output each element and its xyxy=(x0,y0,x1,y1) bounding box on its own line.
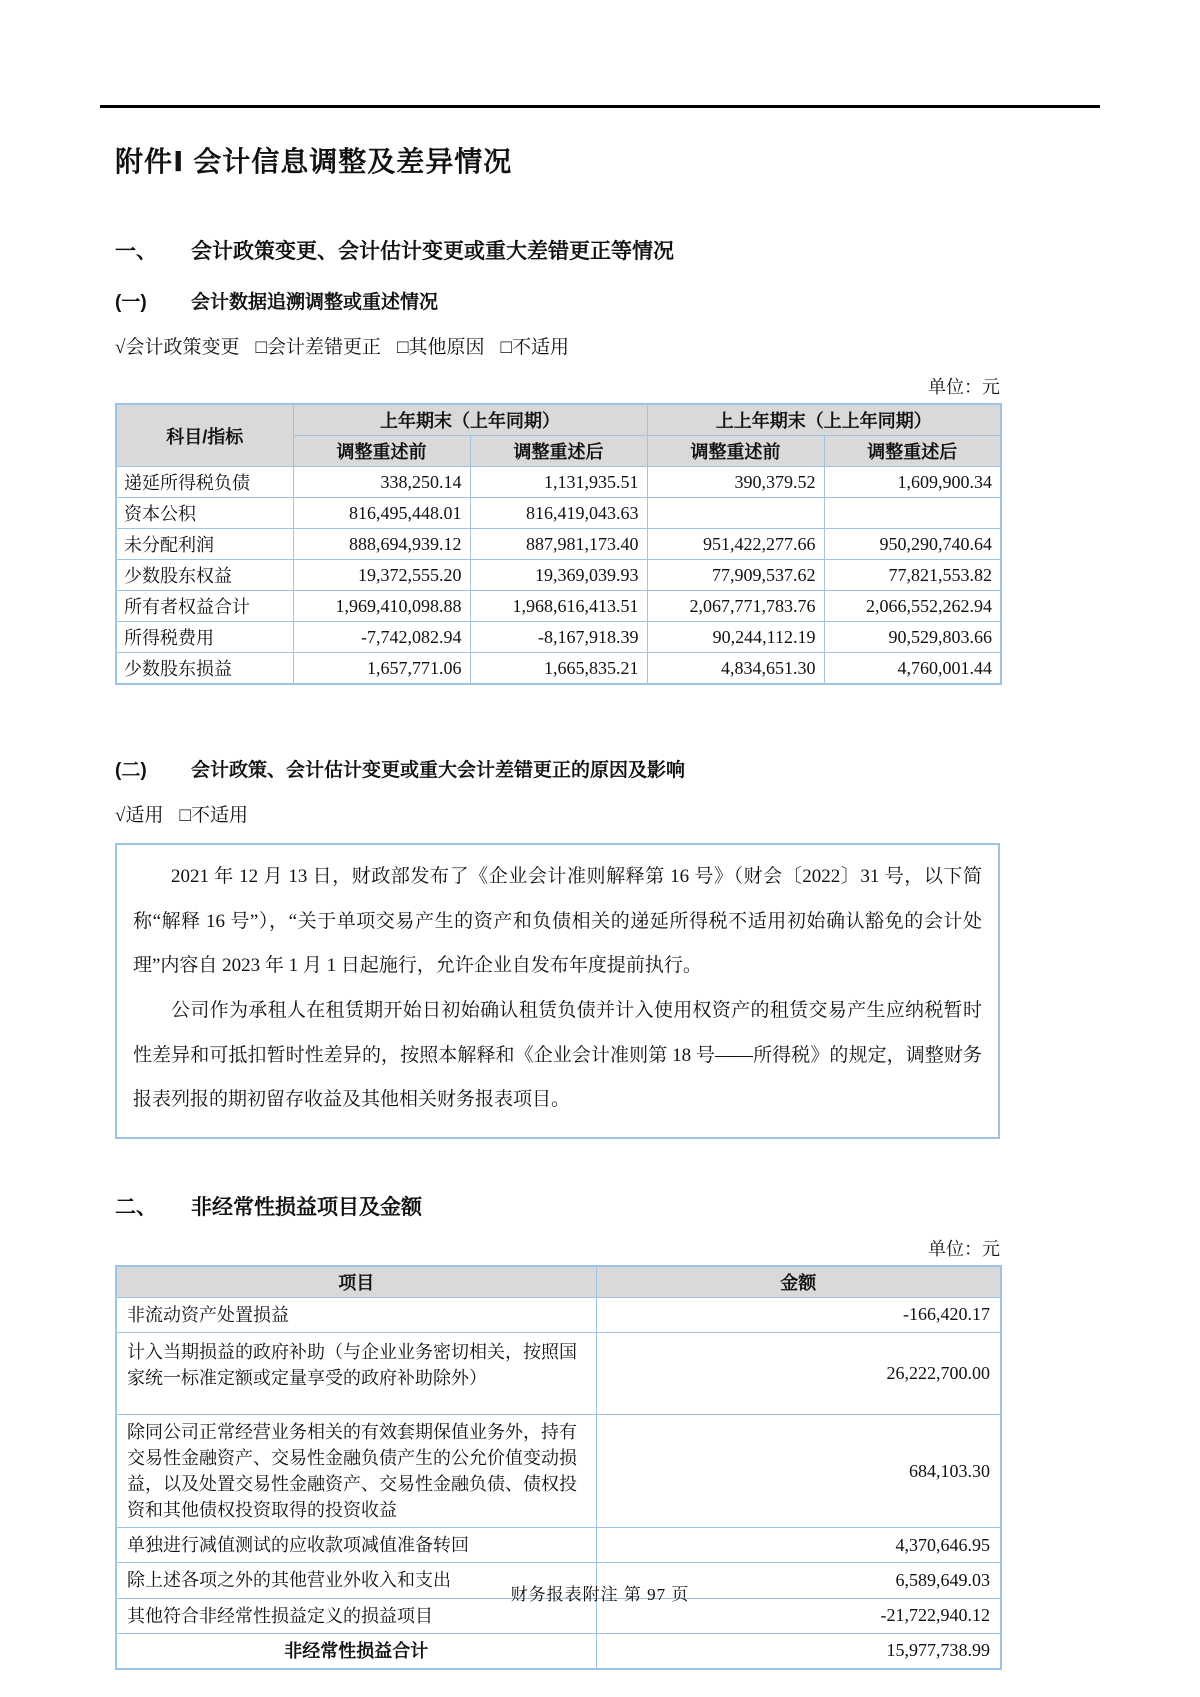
item-amount: -166,420.17 xyxy=(596,1297,1001,1332)
row-value: 1,131,935.51 xyxy=(470,467,647,498)
total-label: 非经常性损益合计 xyxy=(116,1633,596,1669)
row-value: 4,834,651.30 xyxy=(647,653,824,685)
section-number: 一、 xyxy=(115,240,157,263)
subheader-after: 调整重述后 xyxy=(824,436,1001,467)
row-value: -7,742,082.94 xyxy=(293,622,470,653)
item-header: 项目 xyxy=(116,1266,596,1298)
row-value: 1,609,900.34 xyxy=(824,467,1001,498)
section-number: 二、 xyxy=(115,1195,157,1219)
subsection-title: 会计数据追溯调整或重述情况 xyxy=(191,292,439,313)
page-content xyxy=(115,140,1000,1670)
row-value: 1,657,771.06 xyxy=(293,653,470,685)
subsection-one-heading xyxy=(115,287,1000,314)
table-row xyxy=(116,622,1001,653)
table-header-row xyxy=(116,404,1001,436)
total-amount: 15,977,738.99 xyxy=(596,1633,1001,1669)
row-value: 1,968,616,413.51 xyxy=(470,591,647,622)
row-value: 19,372,555.20 xyxy=(293,560,470,591)
unit-label: 单位：元 xyxy=(928,377,1000,397)
amount-header: 金额 xyxy=(596,1266,1001,1298)
empty-checkbox-icon: □ xyxy=(179,805,191,826)
subheader-before: 调整重述前 xyxy=(647,436,824,467)
table-total-row xyxy=(116,1633,1001,1669)
empty-checkbox-icon: □ xyxy=(500,337,512,358)
paragraph: 2021 年 12 月 13 日，财政部发布了《企业会计准则解释第 16 号》（财会〔2022〕31 号，以下简称“解释 16 号”），“关于单项交易产生的资产和负债相关的递延所得税不适用初始确认豁免的会计处理”内容自 2023 年 1 月 1 日起施行，允许企业自发布年度提前执行。 xyxy=(133,866,982,977)
checkbox-applicable xyxy=(115,800,163,827)
row-value: 816,495,448.01 xyxy=(293,498,470,529)
table-row xyxy=(116,529,1001,560)
reason-explanation-box xyxy=(115,843,1000,1139)
row-value: 2,066,552,262.94 xyxy=(824,591,1001,622)
row-label: 未分配利润 xyxy=(116,529,293,560)
item-label: 除同公司正常经营业务相关的有效套期保值业务外，持有交易性金融资产、交易性金融负债产生的公允价值变动损益，以及处置交易性金融资产、交易性金融负债、债权投资和其他债权投资取得的投资收益 xyxy=(116,1414,596,1527)
row-value: 390,379.52 xyxy=(647,467,824,498)
table-row xyxy=(116,1528,1001,1563)
checkbox-label: 适用 xyxy=(125,805,164,826)
row-label: 递延所得税负债 xyxy=(116,467,293,498)
checkbox-label: 会计政策变更 xyxy=(125,337,240,358)
item-label: 单独进行减值测试的应收款项减值准备转回 xyxy=(116,1528,596,1563)
paragraph: 公司作为承租人在租赁期开始日初始确认租赁负债并计入使用权资产的租赁交易产生应纳税暂时性差异和可抵扣暂时性差异的，按照本解释和《企业会计准则第 18 号——所得税》的规定，调整财务报表列报的期初留存收益及其他相关财务报表项目。 xyxy=(133,999,982,1111)
row-value: 951,422,277.66 xyxy=(647,529,824,560)
table-header-row xyxy=(116,1266,1001,1298)
non-recurring-items-table xyxy=(115,1265,1002,1670)
check-mark-icon: √ xyxy=(115,805,126,826)
row-value: 950,290,740.64 xyxy=(824,529,1001,560)
subsection-title: 会计政策、会计估计变更或重大会计差错更正的原因及影响 xyxy=(191,760,686,781)
checkbox-not-applicable xyxy=(500,332,569,359)
table-row xyxy=(116,467,1001,498)
empty-checkbox-icon: □ xyxy=(255,337,267,358)
subheader-after: 调整重述后 xyxy=(470,436,647,467)
checkbox-label: 其他原因 xyxy=(408,337,485,358)
row-value xyxy=(647,498,824,529)
empty-checkbox-icon: □ xyxy=(396,337,409,358)
row-value: 888,694,939.12 xyxy=(293,529,470,560)
section-two-heading xyxy=(115,1191,1000,1221)
page-footer: 财务报表附注 第 97 页 xyxy=(510,1585,690,1604)
item-amount: 684,103.30 xyxy=(596,1414,1001,1527)
subsection-number: (二) xyxy=(115,760,147,781)
table-row xyxy=(116,591,1001,622)
checkbox-label: 会计差错更正 xyxy=(266,337,381,358)
row-value: 816,419,043.63 xyxy=(470,498,647,529)
group-header-year-before: 上上年期末（上上年同期） xyxy=(647,404,1001,436)
item-amount: 4,370,646.95 xyxy=(596,1528,1001,1563)
item-label: 除上述各项之外的其他营业外收入和支出 xyxy=(116,1563,596,1598)
header-rule xyxy=(100,105,1100,108)
corner-header-cell: 科目/指标 xyxy=(116,404,293,467)
check-mark-icon: √ xyxy=(115,337,126,358)
item-amount: -21,722,940.12 xyxy=(596,1598,1001,1633)
restatement-adjustment-table xyxy=(115,403,1002,685)
row-label: 少数股东损益 xyxy=(116,653,293,685)
table-row xyxy=(116,498,1001,529)
table-row xyxy=(116,560,1001,591)
subsection-number: (一) xyxy=(115,292,147,313)
checkbox-policy-change xyxy=(115,332,239,359)
table-row xyxy=(116,1332,1001,1414)
section-title: 会计政策变更、会计估计变更或重大差错更正等情况 xyxy=(191,240,674,263)
row-value: 887,981,173.40 xyxy=(470,529,647,560)
subheader-before: 调整重述前 xyxy=(293,436,470,467)
checkbox-not-applicable xyxy=(179,800,248,827)
row-label: 所得税费用 xyxy=(116,622,293,653)
group-header-prior-year: 上年期末（上年同期） xyxy=(293,404,647,436)
item-label: 非流动资产处置损益 xyxy=(116,1297,596,1332)
item-amount: 26,222,700.00 xyxy=(596,1332,1001,1414)
item-amount: 6,589,649.03 xyxy=(596,1563,1001,1598)
row-value: 19,369,039.93 xyxy=(470,560,647,591)
checkbox-other-reason xyxy=(397,332,485,359)
applicable-checkbox-row xyxy=(115,800,1000,827)
subsection-two-heading xyxy=(115,755,1000,782)
section-one-heading xyxy=(115,235,1000,265)
row-value xyxy=(824,498,1001,529)
item-label: 计入当期损益的政府补助（与企业业务密切相关，按照国家统一标准定额或定量享受的政府补助除外） xyxy=(116,1332,596,1414)
row-value: -8,167,918.39 xyxy=(470,622,647,653)
checkbox-label: 不适用 xyxy=(190,805,248,826)
row-value: 77,821,553.82 xyxy=(824,560,1001,591)
row-label: 资本公积 xyxy=(116,498,293,529)
row-label: 少数股东权益 xyxy=(116,560,293,591)
row-value: 77,909,537.62 xyxy=(647,560,824,591)
checkbox-label: 不适用 xyxy=(511,337,569,358)
row-label: 所有者权益合计 xyxy=(116,591,293,622)
row-value: 2,067,771,783.76 xyxy=(647,591,824,622)
item-label: 其他符合非经常性损益定义的损益项目 xyxy=(116,1598,596,1633)
page-title: 附件Ⅰ 会计信息调整及差异情况 xyxy=(115,146,513,177)
row-value: 1,665,835.21 xyxy=(470,653,647,685)
row-value: 90,529,803.66 xyxy=(824,622,1001,653)
policy-change-checkbox-row xyxy=(115,332,1000,359)
row-value: 1,969,410,098.88 xyxy=(293,591,470,622)
section-title: 非经常性损益项目及金额 xyxy=(191,1195,422,1219)
table-row xyxy=(116,1414,1001,1527)
row-value: 4,760,001.44 xyxy=(824,653,1001,685)
table-row xyxy=(116,1297,1001,1332)
checkbox-error-correction xyxy=(255,332,381,359)
row-value: 338,250.14 xyxy=(293,467,470,498)
row-value: 90,244,112.19 xyxy=(647,622,824,653)
table-row xyxy=(116,653,1001,685)
unit-label: 单位：元 xyxy=(928,1238,1000,1259)
